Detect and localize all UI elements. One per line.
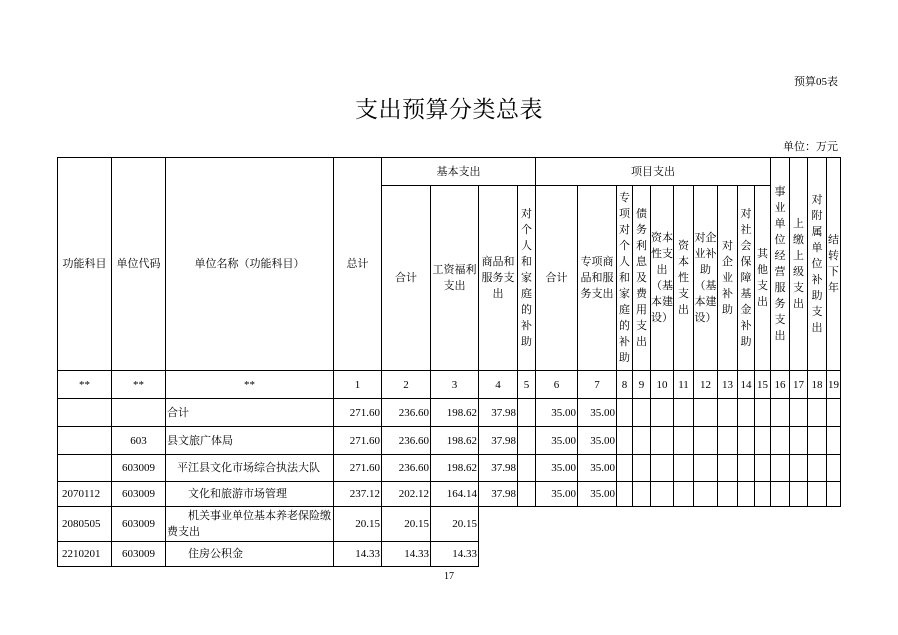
amount-cell (718, 455, 738, 482)
amount-cell (518, 399, 536, 427)
amount-cell (827, 455, 841, 482)
header-remit-superior: 上缴上级支出 (790, 158, 808, 371)
amount-cell: 271.60 (334, 455, 382, 482)
amount-cell (633, 507, 651, 542)
amount-cell (755, 507, 771, 542)
amount-cell (633, 427, 651, 455)
amount-cell (738, 399, 755, 427)
header-wages-welfare: 工资福利支出 (431, 186, 479, 371)
column-index-cell: ** (166, 371, 334, 399)
unit-name-cell: 机关事业单位基本养老保险缴费支出 (166, 507, 334, 542)
column-index-cell: 10 (651, 371, 674, 399)
amount-cell: 20.15 (382, 507, 431, 542)
amount-cell: 35.00 (536, 482, 578, 507)
function-code-cell: 2080505 (58, 507, 112, 542)
column-index-cell: 19 (827, 371, 841, 399)
amount-cell (617, 455, 633, 482)
amount-cell (694, 482, 718, 507)
unit-code-cell: 603009 (112, 507, 166, 542)
header-debt-interest: 债务利息及费用支出 (633, 186, 651, 371)
amount-cell: 35.00 (536, 399, 578, 427)
amount-cell (617, 482, 633, 507)
amount-cell (633, 482, 651, 507)
amount-cell: 37.98 (479, 455, 518, 482)
amount-cell (755, 399, 771, 427)
unit-name-cell: 住房公积金 (166, 542, 334, 567)
page-title: 支出预算分类总表 (355, 97, 543, 123)
header-goods-services: 商品和服务支出 (479, 186, 518, 371)
amount-cell (808, 507, 827, 542)
amount-cell (674, 455, 694, 482)
header-row-groups (58, 158, 841, 186)
unit-name-cell: 平江县文化市场综合执法大队 (166, 455, 334, 482)
amount-cell: 198.62 (431, 427, 479, 455)
amount-cell (694, 542, 718, 567)
header-personal-family-subsidy: 对个人和家庭的补助 (518, 186, 536, 371)
column-index-cell: ** (112, 371, 166, 399)
column-index-cell: 7 (578, 371, 617, 399)
table-row (58, 455, 841, 482)
amount-cell (738, 427, 755, 455)
amount-cell (827, 542, 841, 567)
amount-cell: 271.60 (334, 399, 382, 427)
unit-code-cell (112, 399, 166, 427)
header-basic-expenditure: 基本支出 (382, 158, 536, 186)
amount-cell: 20.15 (431, 507, 479, 542)
header-unit-name: 单位名称（功能科目） (166, 158, 334, 371)
amount-cell: 37.98 (479, 427, 518, 455)
amount-cell (651, 427, 674, 455)
function-code-cell: 2210201 (58, 542, 112, 567)
amount-cell (518, 542, 536, 567)
amount-cell: 35.00 (578, 482, 617, 507)
column-index-cell: 14 (738, 371, 755, 399)
amount-cell (718, 507, 738, 542)
amount-cell (674, 399, 694, 427)
amount-cell: 271.60 (334, 427, 382, 455)
amount-cell (771, 399, 790, 427)
unit-code-cell: 603009 (112, 482, 166, 507)
unit-name-cell: 文化和旅游市场管理 (166, 482, 334, 507)
amount-cell (755, 542, 771, 567)
column-index-cell: 18 (808, 371, 827, 399)
function-code-cell (58, 399, 112, 427)
header-project-subtotal: 合计 (536, 186, 578, 371)
header-basic-subtotal: 合计 (382, 186, 431, 371)
header-business-service: 事业单位经营服务支出 (771, 158, 790, 371)
amount-cell (808, 542, 827, 567)
column-index-cell: 2 (382, 371, 431, 399)
column-index-cell: 9 (633, 371, 651, 399)
header-affiliate-subsidy: 对附属单位补助支出 (808, 158, 827, 371)
column-index-cell: 16 (771, 371, 790, 399)
amount-cell: 14.33 (334, 542, 382, 567)
amount-cell (738, 482, 755, 507)
amount-cell (633, 399, 651, 427)
amount-cell (827, 482, 841, 507)
header-special-personal-subsidy: 专项对个人和家庭的补助 (617, 186, 633, 371)
column-index-cell: 17 (790, 371, 808, 399)
amount-cell (718, 542, 738, 567)
amount-cell (617, 399, 633, 427)
amount-cell (617, 427, 633, 455)
amount-cell: 35.00 (578, 455, 617, 482)
amount-cell: 37.98 (479, 399, 518, 427)
amount-cell (651, 482, 674, 507)
table-body (58, 371, 841, 567)
amount-cell (651, 455, 674, 482)
unit-code-cell: 603009 (112, 542, 166, 567)
column-index-cell: 13 (718, 371, 738, 399)
amount-cell: 14.33 (431, 542, 479, 567)
header-social-security-subsidy: 对社会保障基金补助 (738, 186, 755, 371)
amount-cell: 35.00 (578, 399, 617, 427)
header-capital-construction: 资本性支出（基本建设） (651, 186, 674, 371)
column-index-cell: 6 (536, 371, 578, 399)
amount-cell (518, 482, 536, 507)
amount-cell (651, 399, 674, 427)
amount-cell: 236.60 (382, 427, 431, 455)
amount-cell (790, 399, 808, 427)
amount-cell: 236.60 (382, 455, 431, 482)
header-unit-code: 单位代码 (112, 158, 166, 371)
amount-cell (827, 399, 841, 427)
table-header (58, 158, 841, 371)
column-index-cell: ** (58, 371, 112, 399)
amount-cell (674, 427, 694, 455)
amount-cell (518, 507, 536, 542)
amount-cell (674, 507, 694, 542)
header-capital-expenditure: 资本性支出 (674, 186, 694, 371)
unit-name-cell: 合计 (166, 399, 334, 427)
amount-cell (718, 399, 738, 427)
table-row (58, 399, 841, 427)
amount-cell (808, 482, 827, 507)
header-carryover: 结转下年 (827, 158, 841, 371)
unit-name-cell: 县文旅广体局 (166, 427, 334, 455)
unit-label: 单位：万元 (783, 141, 838, 153)
amount-cell (694, 399, 718, 427)
amount-cell: 202.12 (382, 482, 431, 507)
amount-cell (651, 542, 674, 567)
amount-cell: 35.00 (536, 455, 578, 482)
amount-cell (771, 427, 790, 455)
amount-cell: 236.60 (382, 399, 431, 427)
function-code-cell: 2070112 (58, 482, 112, 507)
page-number: 17 (444, 571, 454, 582)
header-special-goods-services: 专项商品和服务支出 (578, 186, 617, 371)
header-project-expenditure: 项目支出 (536, 158, 771, 186)
amount-cell (808, 427, 827, 455)
amount-cell (617, 507, 633, 542)
amount-cell (808, 399, 827, 427)
table-row (58, 427, 841, 455)
column-index-cell: 3 (431, 371, 479, 399)
amount-cell (674, 542, 694, 567)
unit-code-cell: 603009 (112, 455, 166, 482)
column-index-cell: 4 (479, 371, 518, 399)
amount-cell (694, 507, 718, 542)
amount-cell (771, 507, 790, 542)
amount-cell (771, 542, 790, 567)
function-code-cell (58, 427, 112, 455)
amount-cell (674, 482, 694, 507)
amount-cell (694, 427, 718, 455)
amount-cell (738, 542, 755, 567)
amount-cell (578, 507, 617, 542)
column-index-cell: 15 (755, 371, 771, 399)
amount-cell (790, 507, 808, 542)
amount-cell (771, 455, 790, 482)
amount-cell: 37.98 (479, 482, 518, 507)
amount-cell (790, 482, 808, 507)
amount-cell (827, 507, 841, 542)
amount-cell (755, 482, 771, 507)
amount-cell: 198.62 (431, 399, 479, 427)
amount-cell (578, 542, 617, 567)
amount-cell: 35.00 (578, 427, 617, 455)
amount-cell (651, 507, 674, 542)
amount-cell (790, 427, 808, 455)
amount-cell (827, 427, 841, 455)
expenditure-budget-table (57, 157, 841, 567)
amount-cell: 14.33 (382, 542, 431, 567)
function-code-cell (58, 455, 112, 482)
header-other-expenditure: 其他支出 (755, 186, 771, 371)
column-index-cell: 1 (334, 371, 382, 399)
table-row (58, 542, 841, 567)
amount-cell (790, 542, 808, 567)
amount-cell (808, 455, 827, 482)
amount-cell: 237.12 (334, 482, 382, 507)
unit-code-cell: 603 (112, 427, 166, 455)
table-row (58, 482, 841, 507)
amount-cell: 198.62 (431, 455, 479, 482)
amount-cell (718, 427, 738, 455)
amount-cell (755, 427, 771, 455)
column-index-cell: 5 (518, 371, 536, 399)
header-total: 总计 (334, 158, 382, 371)
table-row (58, 507, 841, 542)
amount-cell (738, 455, 755, 482)
column-index-row (58, 371, 841, 399)
amount-cell (536, 542, 578, 567)
amount-cell: 35.00 (536, 427, 578, 455)
amount-cell (771, 482, 790, 507)
amount-cell (479, 542, 518, 567)
amount-cell (518, 455, 536, 482)
header-enterprise-subsidy: 对企业补助 (718, 186, 738, 371)
amount-cell (694, 455, 718, 482)
column-index-cell: 8 (617, 371, 633, 399)
amount-cell: 164.14 (431, 482, 479, 507)
amount-cell (790, 455, 808, 482)
amount-cell: 20.15 (334, 507, 382, 542)
amount-cell (633, 542, 651, 567)
amount-cell (718, 482, 738, 507)
header-function-subject: 功能科目 (58, 158, 112, 371)
amount-cell (755, 455, 771, 482)
column-index-cell: 11 (674, 371, 694, 399)
amount-cell (617, 542, 633, 567)
amount-cell (518, 427, 536, 455)
header-enterprise-construction-subsidy: 对企业补助（基本建设） (694, 186, 718, 371)
form-number: 预算05表 (794, 76, 838, 88)
amount-cell (536, 507, 578, 542)
amount-cell (479, 507, 518, 542)
amount-cell (738, 507, 755, 542)
column-index-cell: 12 (694, 371, 718, 399)
amount-cell (633, 455, 651, 482)
